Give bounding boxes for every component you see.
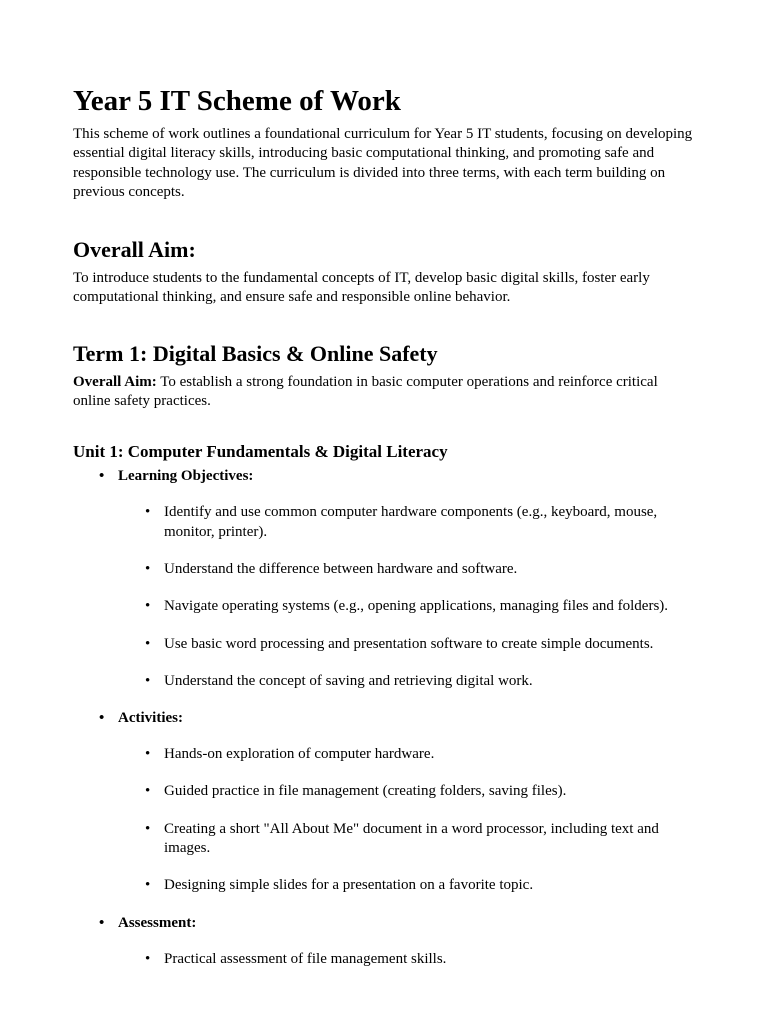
section-assessment (73, 914, 694, 969)
list-item (118, 672, 694, 691)
overall-aim-heading: Overall Aim: (73, 237, 196, 263)
list-item (118, 745, 694, 764)
section-label: Learning Objectives: (118, 468, 254, 485)
list-item-text: Designing simple slides for a presentation on a favorite topic. (164, 877, 534, 894)
list-item-text: Navigate operating systems (e.g., opening applications, managing files and folders). (164, 598, 669, 615)
list-item-text: Understand the difference between hardware and software. (164, 560, 518, 577)
list-item (118, 950, 694, 969)
bullet-icon: • (145, 783, 151, 800)
bullet-icon: • (145, 950, 151, 967)
document-title: Year 5 IT Scheme of Work (73, 85, 401, 117)
section-label: Activities: (118, 710, 183, 727)
bullet-icon: • (99, 468, 105, 485)
bullet-icon: • (145, 504, 151, 521)
overall-aim-text: To introduce students to the fundamental concepts of IT, develop basic digital skills, foster early computational thinking, and ensure safe and responsible online behavior. (73, 270, 650, 306)
list-item (118, 503, 694, 542)
learning-objectives-list (118, 503, 694, 691)
bullet-icon: • (99, 710, 105, 727)
list-item (118, 597, 694, 616)
term1-heading: Term 1: Digital Basics & Online Safety (73, 340, 438, 366)
bullet-icon: • (145, 560, 151, 577)
section-learning-objectives (73, 467, 694, 691)
list-item (118, 820, 694, 859)
list-item-text: Understand the concept of saving and retrieving digital work. (164, 672, 533, 689)
bullet-icon: • (99, 914, 105, 931)
activities-list (118, 745, 694, 895)
list-item (118, 876, 694, 895)
list-item-text: Guided practice in file management (creating folders, saving files). (164, 783, 567, 800)
list-item-text: Practical assessment of file management skills. (164, 950, 447, 967)
section-label: Assessment: (118, 914, 197, 931)
bullet-icon: • (145, 635, 151, 652)
bullet-icon: • (145, 746, 151, 763)
intro-paragraph: This scheme of work outlines a foundational curriculum for Year 5 IT students, focusing on developing essential digital literacy skills, introducing basic computational thinking, and promoting safe and responsible technology use. The curriculum is divided into three terms, with each term building on previous concepts. (73, 126, 693, 200)
unit1-heading: Unit 1: Computer Fundamentals & Digital Literacy (73, 442, 448, 462)
term1-aim-label: Overall Aim: (73, 373, 157, 390)
term1-aim-paragraph (73, 373, 694, 412)
unit1-sections (73, 467, 694, 969)
bullet-icon: • (145, 598, 151, 615)
bullet-icon: • (145, 672, 151, 689)
list-item (118, 782, 694, 801)
list-item-text: Creating a short "All About Me" document in a word processor, including text and images. (164, 820, 659, 857)
list-item (118, 560, 694, 579)
list-item-text: Use basic word processing and presentation software to create simple documents. (164, 635, 654, 652)
section-activities (73, 709, 694, 895)
list-item-text: Identify and use common computer hardware components (e.g., keyboard, mouse, monitor, printer). (164, 504, 658, 540)
term1-aim-text: To establish a strong foundation in basic computer operations and reinforce critical online safety practices. (73, 373, 658, 410)
assessment-list (118, 950, 694, 969)
list-item-text: Hands-on exploration of computer hardware. (164, 746, 435, 763)
bullet-icon: • (145, 877, 151, 894)
bullet-icon: • (145, 820, 151, 837)
list-item (118, 635, 694, 654)
